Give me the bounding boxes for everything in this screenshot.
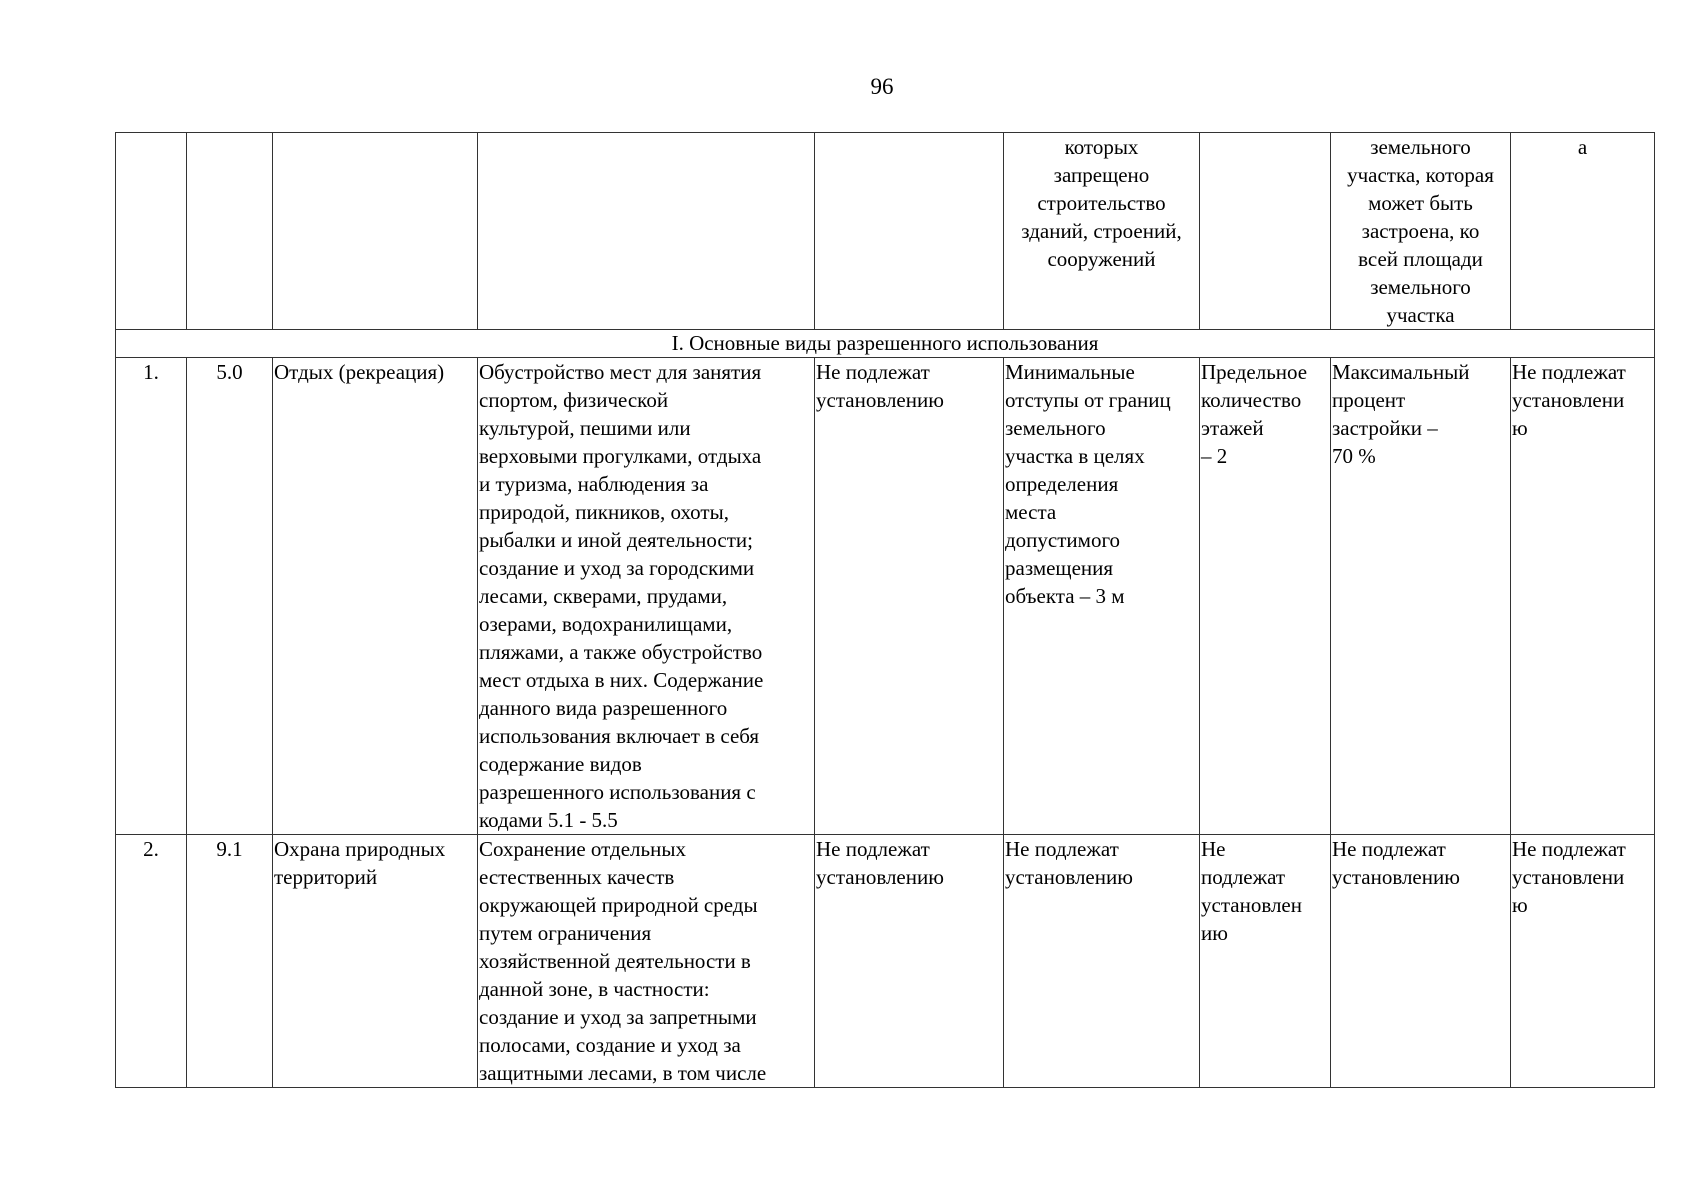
row-cell: Не подлежат установлени ю xyxy=(1511,835,1655,1088)
land-use-table xyxy=(115,132,1655,1088)
section-title: I. Основные виды разрешенного использования xyxy=(116,330,1655,358)
header-cell xyxy=(273,133,478,330)
row-cell: Не подлежат установлени ю xyxy=(1511,358,1655,835)
row-name: Охрана природных территорий xyxy=(273,835,478,1088)
header-cell xyxy=(478,133,815,330)
header-continuation-row xyxy=(116,133,1655,330)
header-cell: земельного участка, которая может быть застроена, ко всей площади земельного участка xyxy=(1331,133,1511,330)
row-cell: Максимальный процент застройки – 70 % xyxy=(1331,358,1511,835)
row-cell: Минимальные отступы от границ земельного участка в целях определения места допустимого размещения объекта – 3 м xyxy=(1004,358,1200,835)
header-cell: а xyxy=(1511,133,1655,330)
header-cell: которых запрещено строительство зданий, строений, сооружений xyxy=(1004,133,1200,330)
table-row xyxy=(116,835,1655,1088)
section-row xyxy=(116,330,1655,358)
row-description: Обустройство мест для занятия спортом, физической культурой, пешими или верховыми прогулками, отдыха и туризма, наблюдения за природой, пикников, охоты, рыбалки и иной деятельности; создание и уход за городскими лесами, скверами, прудами, озерами, водохранилищами, пляжами, а также обустройство мест отдыха в них. Содержание данного вида разрешенного использования включает в себя содержание видов разрешенного использования с кодами 5.1 - 5.5 xyxy=(478,358,815,835)
row-description: Сохранение отдельных естественных качеств окружающей природной среды путем ограничения хозяйственной деятельности в данной зоне, в частности: создание и уход за запретными полосами, создание и уход за защитными лесами, в том числе xyxy=(478,835,815,1088)
row-cell: Не подлежат установлению xyxy=(1331,835,1511,1088)
header-cell xyxy=(1200,133,1331,330)
row-cell: Не подлежат установлению xyxy=(815,835,1004,1088)
row-number: 1. xyxy=(116,358,187,835)
row-code: 5.0 xyxy=(187,358,273,835)
header-cell xyxy=(187,133,273,330)
header-cell xyxy=(116,133,187,330)
row-code: 9.1 xyxy=(187,835,273,1088)
row-name: Отдых (рекреация) xyxy=(273,358,478,835)
header-cell xyxy=(815,133,1004,330)
row-cell: Не подлежат установлению xyxy=(1004,835,1200,1088)
row-number: 2. xyxy=(116,835,187,1088)
row-cell: Не подлежат установлению xyxy=(815,358,1004,835)
table-row xyxy=(116,358,1655,835)
page-number: 96 xyxy=(870,74,894,99)
row-cell: Предельное количество этажей – 2 xyxy=(1200,358,1331,835)
row-cell: Не подлежат установлен ию xyxy=(1200,835,1331,1088)
